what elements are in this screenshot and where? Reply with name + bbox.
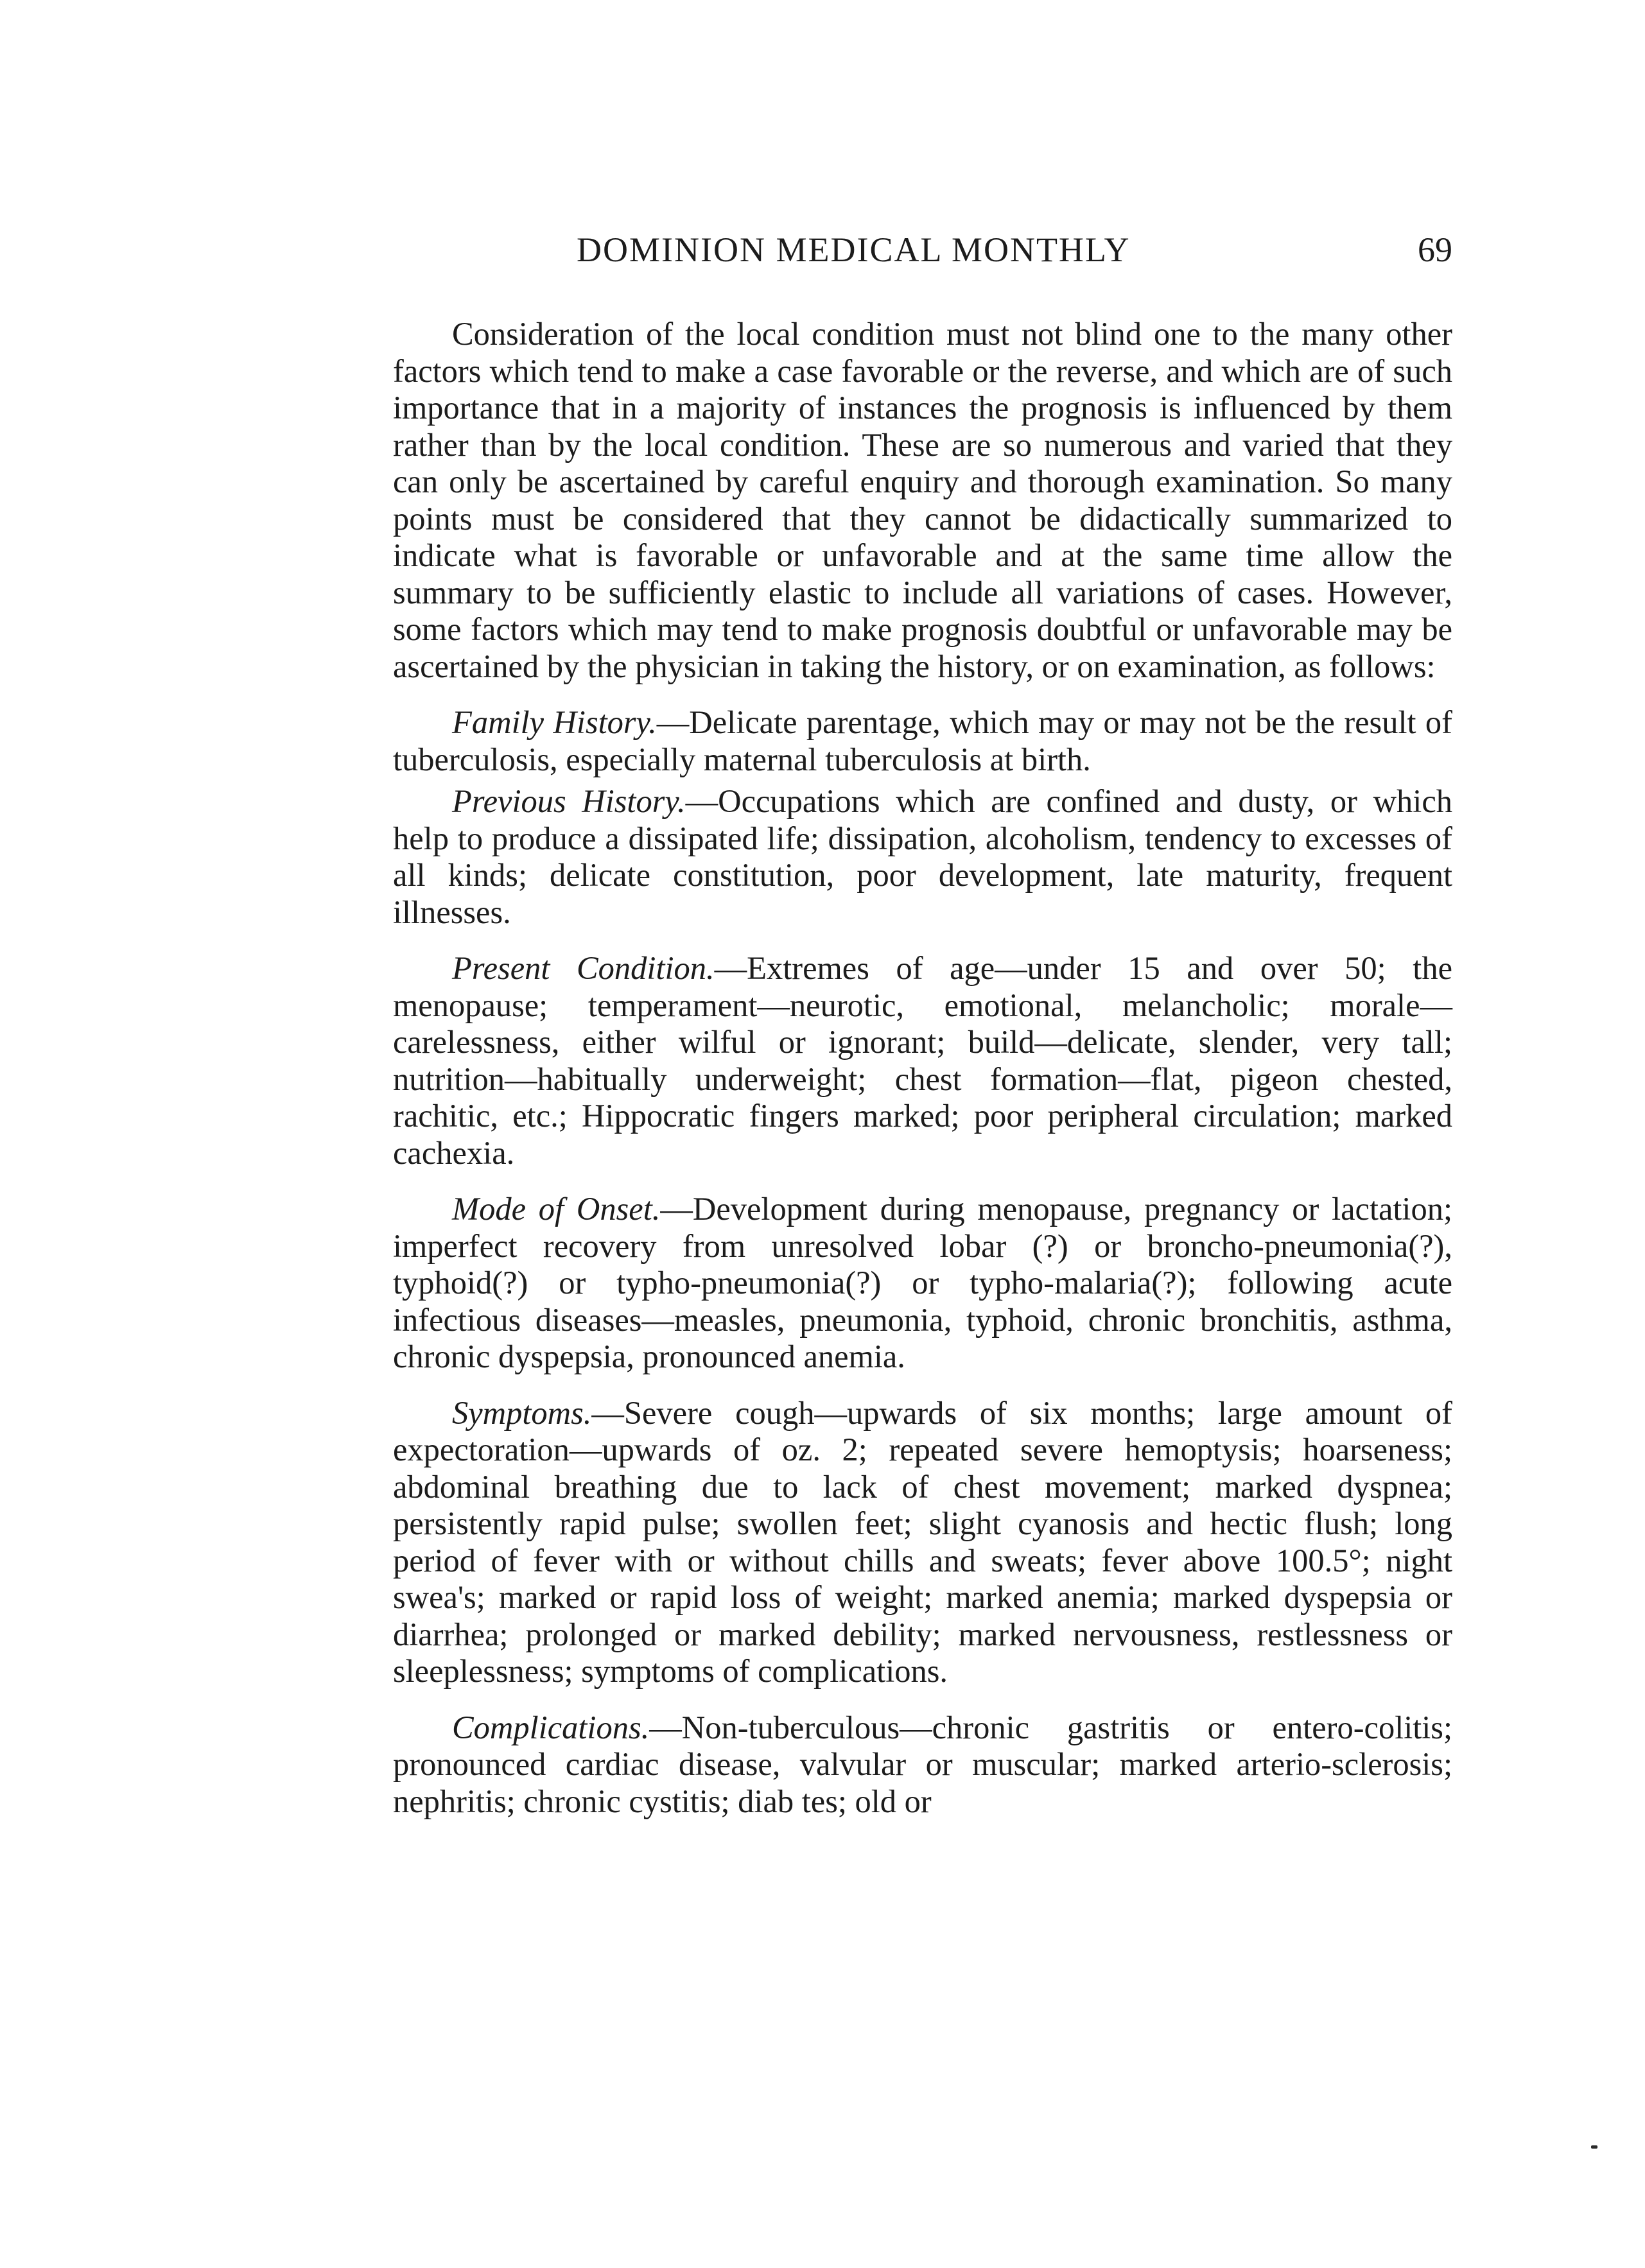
page-number: 69 [1418,230,1452,269]
paragraph-text: Consideration of the local condition must not blind one to the many other factors which tend to make a case favorable or the reverse, and which are of such importance that in a majority of instances the prognosis is influenced by them rather than by the local condition. These are so numerous and varied that they can only be ascertained by careful enquiry and thorough examination. So many points must be considered that they cannot be didactically summarized to indicate what is favorable or unfavorable and at the same time allow the summary to be sufficiently elastic to include all variations of cases. However, some factors which may tend to make prognosis doubtful or unfavorable may be ascertained by the physician in taking the history, or on examination, as follows: [393,316,1452,684]
paragraph-previous-history [393,783,1452,931]
paragraph-text: —Delicate parentage, which may or may not be the result of tuberculosis, especially maternal tuberculosis at birth. [393,704,1452,777]
paragraph-heading: Symptoms. [452,1394,592,1431]
paragraph-heading: Family History. [452,704,657,740]
paragraph-text: —Extremes of age—under 15 and over 50; the menopause; temperament—neurotic, emotional, melancholic; morale—carelessness, either wilful or ignorant; build—delicate, slender, very tall; nutrition—habitually underweight; chest formation—flat, pigeon chested, rachitic, etc.; Hippocratic fingers marked; poor peripheral circulation; marked cachexia. [393,950,1452,1171]
paragraph-mode-of-onset [393,1191,1452,1376]
paragraph-text: —Occupations which are confined and dusty, or which help to produce a dissipated life; dissipation, alcoholism, tendency to excesses of all kinds; delicate constitution, poor development, late maturity, frequent illnesses. [393,783,1452,930]
paragraph-heading: Present Condition. [452,950,715,986]
paragraph-introduction [393,316,1452,685]
paragraph-heading: Previous History. [452,783,686,819]
paragraph-heading: Complications. [452,1709,650,1745]
paragraph-family-history [393,704,1452,778]
paragraph-text: —Development during menopause, pregnancy or lactation; imperfect recovery from unresolved lobar (?) or broncho-pneumonia(?), typhoid(?) or typho-pneumonia(?) or typho-malaria(?); following acute infectious diseases—measles, pneumonia, typhoid, chronic bronchitis, asthma, chronic dyspepsia, pronounced anemia. [393,1191,1452,1374]
paragraph-text: —Non-tuberculous—chronic gastritis or entero-colitis; pronounced cardiac disease, valvular or muscular; marked arterio-sclerosis; nephritis; chronic cystitis; diab tes; old or [393,1709,1452,1819]
paragraph-present-condition [393,950,1452,1172]
running-title: DOMINION MEDICAL MONTHLY [577,230,1131,269]
scan-speck [1591,2145,1597,2149]
paragraph-heading: Mode of Onset. [452,1191,661,1227]
paragraph-symptoms [393,1395,1452,1690]
article-body [393,316,1452,1820]
paragraph-complications [393,1710,1452,1821]
paragraph-text: —Severe cough—upwards of six months; large amount of expectoration—upwards of oz. 2; repeated severe hemoptysis; hoarseness; abdominal breathing due to lack of chest movement; marked dyspnea; persistently rapid pulse; swollen feet; slight cyanosis and hectic flush; long period of fever with or without chills and sweats; fever above 100.5°; night swea's; marked or rapid loss of weight; marked anemia; marked dyspepsia or diarrhea; prolonged or marked debility; marked nervousness, restlessness or sleeplessness; symptoms of complications. [393,1394,1452,1689]
running-head [393,230,1452,281]
